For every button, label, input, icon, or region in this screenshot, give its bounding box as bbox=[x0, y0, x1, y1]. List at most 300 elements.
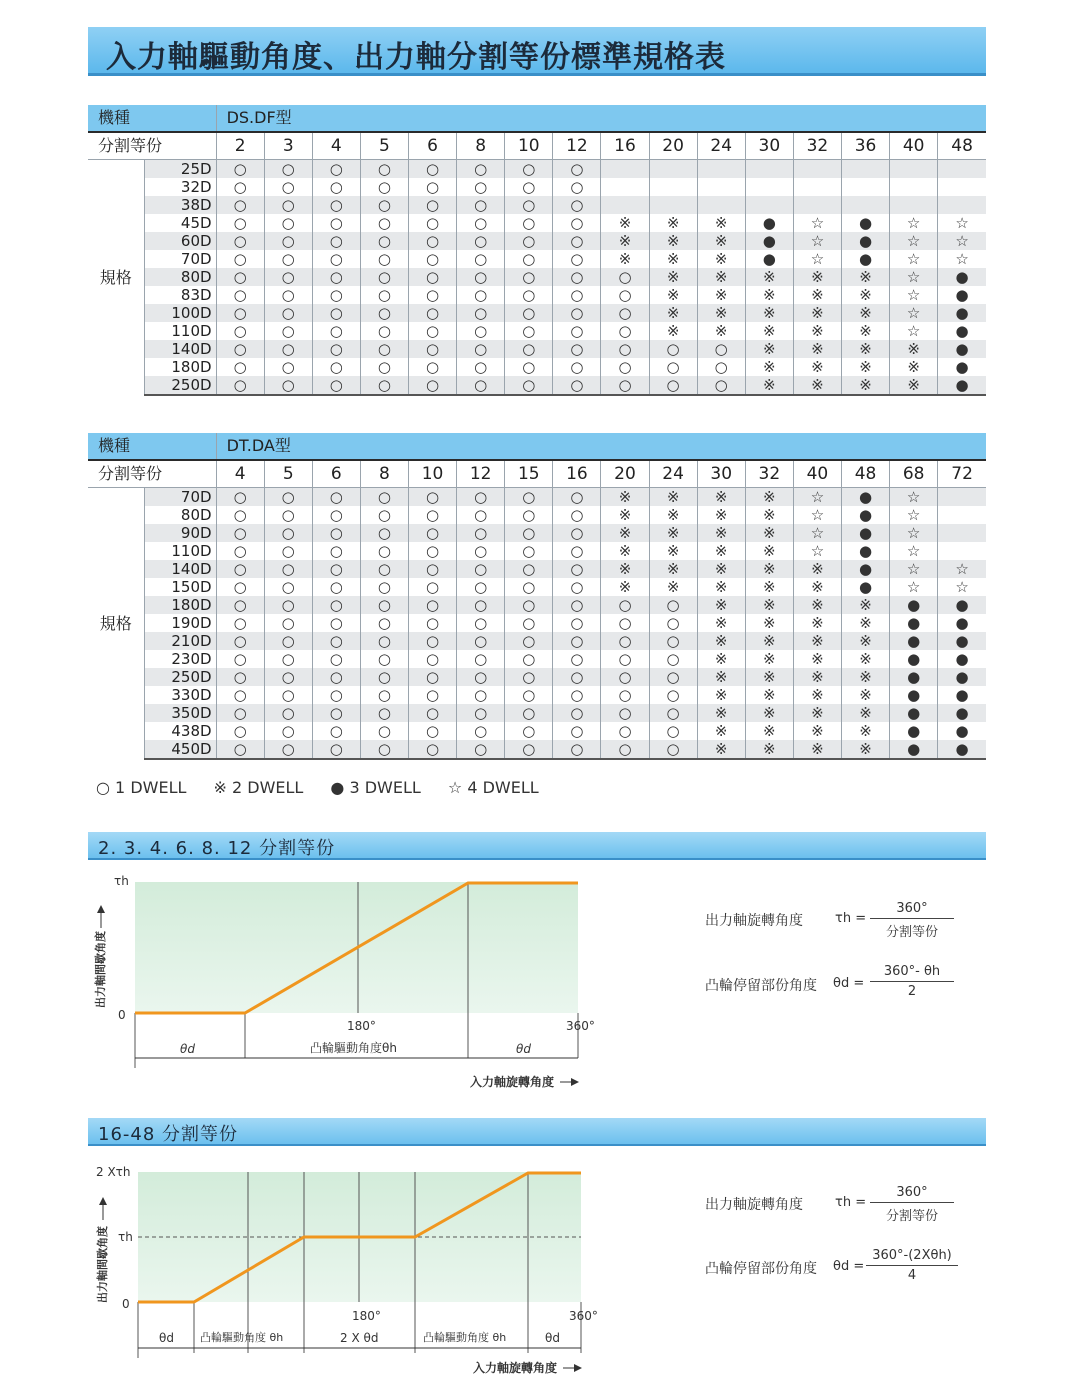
table-row bbox=[88, 596, 986, 614]
dwell-cell: ○ bbox=[457, 488, 505, 507]
dwell-cell: ○ bbox=[457, 196, 505, 214]
dwell-cell: ※ bbox=[793, 740, 841, 759]
division-header: 6 bbox=[312, 460, 360, 488]
division-label: 分割等份 bbox=[88, 460, 216, 488]
size-cell: 80D bbox=[144, 268, 216, 286]
table-row bbox=[88, 704, 986, 722]
division-header: 30 bbox=[697, 460, 745, 488]
dwell-cell: ※ bbox=[697, 650, 745, 668]
division-header: 40 bbox=[890, 132, 938, 160]
dwell-cell: ○ bbox=[216, 614, 264, 632]
division-header: 4 bbox=[312, 132, 360, 160]
dwell-cell: ○ bbox=[264, 740, 312, 759]
size-cell: 438D bbox=[144, 722, 216, 740]
dwell-cell bbox=[841, 160, 889, 179]
dwell-cell: ○ bbox=[505, 376, 553, 395]
table-header-divisions bbox=[88, 132, 986, 160]
dwell-cell: ※ bbox=[793, 578, 841, 596]
dwell-cell: ○ bbox=[457, 614, 505, 632]
division-header: 10 bbox=[505, 132, 553, 160]
dwell-cell: ○ bbox=[216, 488, 264, 507]
dwell-cell bbox=[890, 160, 938, 179]
dwell-cell: ● bbox=[841, 542, 889, 560]
s2-f1-label: 出力軸旋轉角度 bbox=[705, 1197, 803, 1213]
dwell-cell: ※ bbox=[745, 524, 793, 542]
dwell-cell: ※ bbox=[697, 722, 745, 740]
seg-right-label: θd bbox=[516, 1042, 531, 1056]
dwell-cell: ※ bbox=[697, 286, 745, 304]
division-header: 16 bbox=[601, 132, 649, 160]
dwell-cell: ○ bbox=[360, 286, 408, 304]
dwell-cell: ※ bbox=[793, 322, 841, 340]
dwell-cell: ● bbox=[890, 740, 938, 759]
dwell-cell: ○ bbox=[312, 524, 360, 542]
dwell-cell: ○ bbox=[312, 322, 360, 340]
dwell-cell: ○ bbox=[264, 686, 312, 704]
dwell-cell: ※ bbox=[649, 488, 697, 507]
dwell-cell: ○ bbox=[216, 740, 264, 759]
dwell-cell: ○ bbox=[216, 214, 264, 232]
dwell-cell: ※ bbox=[890, 358, 938, 376]
dwell-cell: ○ bbox=[505, 650, 553, 668]
s1-f2-den: 2 bbox=[907, 984, 917, 999]
dwell-cell: ※ bbox=[793, 614, 841, 632]
s1-f2-fraction bbox=[870, 964, 954, 999]
y-zero-label: 0 bbox=[122, 1297, 130, 1311]
dwell-cell: ○ bbox=[505, 704, 553, 722]
dwell-cell: ○ bbox=[601, 322, 649, 340]
table-row bbox=[88, 632, 986, 650]
dwell-cell: ○ bbox=[360, 268, 408, 286]
dwell-cell: ○ bbox=[360, 506, 408, 524]
dwell-cell: ※ bbox=[745, 632, 793, 650]
seg4-label: 凸輪驅動角度 θh bbox=[423, 1331, 507, 1344]
dwell-cell: ○ bbox=[553, 488, 601, 507]
division-header: 10 bbox=[409, 460, 457, 488]
dwell-cell: ○ bbox=[216, 704, 264, 722]
dwell-cell: ○ bbox=[553, 722, 601, 740]
dwell-cell: ○ bbox=[360, 704, 408, 722]
dwell-cell: ☆ bbox=[890, 542, 938, 560]
dwell-cell: ○ bbox=[505, 340, 553, 358]
table-row bbox=[88, 668, 986, 686]
seg-left-label: θd bbox=[180, 1042, 195, 1056]
dwell-cell: ○ bbox=[505, 596, 553, 614]
dwell-cell: ○ bbox=[505, 160, 553, 179]
dwell-cell: ● bbox=[841, 232, 889, 250]
dwell-cell: ☆ bbox=[793, 542, 841, 560]
dwell-cell: ☆ bbox=[890, 214, 938, 232]
dwell-cell: ○ bbox=[553, 268, 601, 286]
dwell-cell: ※ bbox=[649, 560, 697, 578]
dwell-cell bbox=[697, 196, 745, 214]
dwell-cell: ※ bbox=[793, 304, 841, 322]
dwell-cell: ○ bbox=[312, 160, 360, 179]
dwell-cell: ● bbox=[938, 632, 986, 650]
dwell-cell: ○ bbox=[264, 650, 312, 668]
dwell-cell: ○ bbox=[505, 506, 553, 524]
dwell-cell: ○ bbox=[409, 340, 457, 358]
dwell-cell: ☆ bbox=[938, 578, 986, 596]
dwell-cell: ○ bbox=[312, 196, 360, 214]
dwell-cell: ○ bbox=[264, 632, 312, 650]
dwell-cell: ○ bbox=[216, 668, 264, 686]
dwell-cell: ○ bbox=[553, 196, 601, 214]
dwell-cell: ○ bbox=[409, 214, 457, 232]
dwell-cell: ○ bbox=[457, 650, 505, 668]
dwell-cell: ○ bbox=[553, 232, 601, 250]
size-cell: 230D bbox=[144, 650, 216, 668]
dwell-cell: ○ bbox=[505, 196, 553, 214]
division-header: 6 bbox=[409, 132, 457, 160]
dwell-cell: ○ bbox=[649, 376, 697, 395]
dwell-cell: ※ bbox=[697, 614, 745, 632]
dwell-cell: ○ bbox=[409, 232, 457, 250]
dwell-cell: ○ bbox=[553, 650, 601, 668]
dwell-cell: ○ bbox=[409, 196, 457, 214]
division-header: 68 bbox=[890, 460, 938, 488]
dwell-cell: ○ bbox=[505, 178, 553, 196]
dwell-cell: ○ bbox=[312, 340, 360, 358]
dwell-cell: ○ bbox=[409, 524, 457, 542]
dwell-cell: ● bbox=[938, 304, 986, 322]
dwell-cell bbox=[697, 178, 745, 196]
dwell-cell: ※ bbox=[841, 614, 889, 632]
dwell-cell: ○ bbox=[601, 358, 649, 376]
size-cell: 450D bbox=[144, 740, 216, 759]
dwell-cell: ※ bbox=[841, 286, 889, 304]
dwell-cell: ※ bbox=[841, 358, 889, 376]
dwell-cell: ● bbox=[890, 704, 938, 722]
s2-f1-den: 分割等份 bbox=[885, 1209, 938, 1224]
dwell-cell: ○ bbox=[409, 740, 457, 759]
dwell-cell: ● bbox=[938, 376, 986, 395]
seg3-label: 2 X θd bbox=[340, 1331, 379, 1345]
dwell-cell: ○ bbox=[216, 376, 264, 395]
dwell-cell: ○ bbox=[601, 722, 649, 740]
dwell-cell: ○ bbox=[312, 304, 360, 322]
dwell-cell: ○ bbox=[649, 650, 697, 668]
dwell-cell: ● bbox=[938, 650, 986, 668]
division-header: 48 bbox=[841, 460, 889, 488]
size-cell: 140D bbox=[144, 560, 216, 578]
dwell-cell: ※ bbox=[649, 268, 697, 286]
dwell-cell: ※ bbox=[649, 542, 697, 560]
dwell-cell: ○ bbox=[360, 250, 408, 268]
dwell-cell: ○ bbox=[409, 488, 457, 507]
dwell-cell: ※ bbox=[697, 304, 745, 322]
size-cell: 250D bbox=[144, 376, 216, 395]
table-row bbox=[88, 178, 986, 196]
dwell-cell: ○ bbox=[697, 376, 745, 395]
dwell-cell: ※ bbox=[745, 596, 793, 614]
dwell-cell: ○ bbox=[649, 740, 697, 759]
dwell-cell: ○ bbox=[409, 578, 457, 596]
dwell-cell: ○ bbox=[457, 178, 505, 196]
dwell-cell: ○ bbox=[553, 524, 601, 542]
dwell-cell: ○ bbox=[360, 650, 408, 668]
dwell-cell bbox=[745, 178, 793, 196]
dwell-cell: ○ bbox=[312, 650, 360, 668]
dwell-cell: ○ bbox=[409, 668, 457, 686]
dwell-cell bbox=[938, 196, 986, 214]
dwell-cell: ☆ bbox=[890, 506, 938, 524]
dwell-cell: ○ bbox=[553, 614, 601, 632]
dwell-cell: ※ bbox=[841, 596, 889, 614]
dwell-cell bbox=[745, 196, 793, 214]
dwell-cell: ☆ bbox=[793, 524, 841, 542]
division-header: 16 bbox=[553, 460, 601, 488]
dwell-cell: ☆ bbox=[793, 232, 841, 250]
size-cell: 90D bbox=[144, 524, 216, 542]
dwell-cell bbox=[601, 196, 649, 214]
dwell-cell: ○ bbox=[505, 722, 553, 740]
dwell-cell: ○ bbox=[216, 304, 264, 322]
seg5-label: θd bbox=[545, 1331, 560, 1345]
dwell-cell: ○ bbox=[553, 596, 601, 614]
section-2-diagram bbox=[88, 1158, 608, 1388]
dwell-cell: ○ bbox=[360, 542, 408, 560]
dwell-cell: ☆ bbox=[890, 232, 938, 250]
dwell-cell: ※ bbox=[697, 214, 745, 232]
dwell-cell: ○ bbox=[312, 596, 360, 614]
division-header: 24 bbox=[649, 460, 697, 488]
table-row bbox=[88, 286, 986, 304]
division-header: 8 bbox=[457, 132, 505, 160]
dwell-cell: ○ bbox=[264, 160, 312, 179]
table-row bbox=[88, 488, 986, 507]
dwell-cell bbox=[793, 196, 841, 214]
table-header-model bbox=[88, 433, 986, 460]
dwell-cell: ○ bbox=[409, 322, 457, 340]
size-cell: 60D bbox=[144, 232, 216, 250]
dwell-cell: ● bbox=[938, 322, 986, 340]
dwell-cell: ○ bbox=[505, 268, 553, 286]
division-header: 12 bbox=[457, 460, 505, 488]
division-header: 5 bbox=[264, 460, 312, 488]
dwell-cell: ○ bbox=[601, 614, 649, 632]
dwell-cell bbox=[938, 488, 986, 507]
dwell-cell: ○ bbox=[601, 704, 649, 722]
table-row bbox=[88, 740, 986, 759]
dwell-cell: ※ bbox=[601, 506, 649, 524]
s1-f2-num: 360°- θh bbox=[870, 964, 954, 982]
dwell-cell: ※ bbox=[601, 560, 649, 578]
dwell-cell: ※ bbox=[841, 376, 889, 395]
dwell-cell: ○ bbox=[216, 268, 264, 286]
dwell-cell: ○ bbox=[601, 304, 649, 322]
dwell-cell: ○ bbox=[505, 214, 553, 232]
dwell-cell: ○ bbox=[649, 668, 697, 686]
dwell-cell: ○ bbox=[312, 668, 360, 686]
dwell-cell: ● bbox=[841, 560, 889, 578]
table-row bbox=[88, 560, 986, 578]
dwell-cell: ※ bbox=[649, 506, 697, 524]
dwell-cell: ○ bbox=[409, 560, 457, 578]
dwell-cell: ○ bbox=[409, 542, 457, 560]
model-label: 機種 bbox=[88, 105, 216, 132]
dwell-cell: ※ bbox=[841, 304, 889, 322]
y-axis-title: 出力軸間歇角度 bbox=[94, 931, 107, 1008]
dwell-cell: ● bbox=[938, 614, 986, 632]
dwell-cell: ※ bbox=[601, 232, 649, 250]
dwell-cell: ● bbox=[745, 232, 793, 250]
dwell-cell: ※ bbox=[745, 704, 793, 722]
dwell-cell: ※ bbox=[745, 358, 793, 376]
dwell-cell: ○ bbox=[264, 340, 312, 358]
dwell-cell: ○ bbox=[312, 506, 360, 524]
dwell-cell: ○ bbox=[505, 524, 553, 542]
dwell-cell: ☆ bbox=[890, 322, 938, 340]
dwell-cell: ○ bbox=[505, 740, 553, 759]
s2-f1-num: 360° bbox=[870, 1185, 954, 1203]
dwell-cell: ※ bbox=[890, 340, 938, 358]
dwell-cell: ○ bbox=[216, 686, 264, 704]
dwell-cell: ○ bbox=[457, 358, 505, 376]
dwell-cell: ○ bbox=[601, 596, 649, 614]
dwell-cell: ☆ bbox=[890, 268, 938, 286]
dwell-cell: ○ bbox=[312, 286, 360, 304]
dwell-cell: ○ bbox=[216, 722, 264, 740]
dwell-cell: ○ bbox=[216, 286, 264, 304]
dwell-cell: ● bbox=[890, 722, 938, 740]
dwell-cell: ○ bbox=[505, 686, 553, 704]
dwell-cell: ○ bbox=[601, 650, 649, 668]
s1-f1-var: τh = bbox=[835, 911, 867, 926]
s2-f2-den: 4 bbox=[907, 1268, 917, 1283]
dwell-cell: ○ bbox=[264, 322, 312, 340]
dwell-cell: ○ bbox=[553, 160, 601, 179]
dwell-cell: ○ bbox=[312, 632, 360, 650]
dwell-cell: ○ bbox=[216, 524, 264, 542]
dwell-cell: ○ bbox=[312, 560, 360, 578]
dwell-cell: ● bbox=[938, 268, 986, 286]
dwell-cell bbox=[938, 160, 986, 179]
size-cell: 180D bbox=[144, 596, 216, 614]
dwell-cell: ○ bbox=[360, 358, 408, 376]
division-header: 24 bbox=[697, 132, 745, 160]
page-title-bar bbox=[88, 27, 986, 76]
dwell-cell: ○ bbox=[553, 250, 601, 268]
dwell-cell: ※ bbox=[649, 286, 697, 304]
dwell-cell: ○ bbox=[360, 340, 408, 358]
dwell-cell: ○ bbox=[505, 614, 553, 632]
dwell-cell: ※ bbox=[793, 722, 841, 740]
dwell-cell: ※ bbox=[841, 704, 889, 722]
dwell-cell: ○ bbox=[649, 686, 697, 704]
division-header: 30 bbox=[745, 132, 793, 160]
dwell-cell: ☆ bbox=[938, 560, 986, 578]
dwell-cell: ○ bbox=[649, 614, 697, 632]
division-header: 2 bbox=[216, 132, 264, 160]
division-header: 8 bbox=[360, 460, 408, 488]
dwell-cell: ● bbox=[938, 358, 986, 376]
y-mid-label: τh bbox=[118, 1230, 133, 1244]
dwell-cell: ○ bbox=[553, 578, 601, 596]
dwell-cell: ○ bbox=[312, 740, 360, 759]
dwell-cell: ※ bbox=[745, 578, 793, 596]
dwell-cell: ※ bbox=[745, 722, 793, 740]
dwell-cell: ○ bbox=[216, 322, 264, 340]
x-180-label: 180° bbox=[352, 1309, 381, 1323]
dwell-cell: ○ bbox=[505, 488, 553, 507]
division-header: 48 bbox=[938, 132, 986, 160]
dwell-cell bbox=[890, 178, 938, 196]
dwell-cell: ○ bbox=[649, 704, 697, 722]
division-header: 20 bbox=[601, 460, 649, 488]
dwell-cell: ☆ bbox=[890, 578, 938, 596]
dwell-cell: ○ bbox=[457, 304, 505, 322]
division-header: 20 bbox=[649, 132, 697, 160]
dwell-cell: ○ bbox=[312, 376, 360, 395]
dwell-cell bbox=[938, 506, 986, 524]
dwell-cell: ○ bbox=[457, 686, 505, 704]
table-row bbox=[88, 650, 986, 668]
dwell-cell: ○ bbox=[312, 358, 360, 376]
dwell-cell bbox=[841, 196, 889, 214]
dwell-cell: ○ bbox=[505, 668, 553, 686]
size-cell: 190D bbox=[144, 614, 216, 632]
dwell-cell: ○ bbox=[360, 740, 408, 759]
dwell-cell: ○ bbox=[216, 560, 264, 578]
dwell-cell: ○ bbox=[360, 560, 408, 578]
size-cell: 150D bbox=[144, 578, 216, 596]
dwell-cell: ※ bbox=[745, 376, 793, 395]
dwell-cell: ○ bbox=[457, 160, 505, 179]
dwell-cell: ※ bbox=[745, 304, 793, 322]
dwell-cell bbox=[601, 160, 649, 179]
dwell-cell: ※ bbox=[793, 358, 841, 376]
dwell-cell: ○ bbox=[457, 578, 505, 596]
dwell-cell: ※ bbox=[793, 268, 841, 286]
dwell-cell: ※ bbox=[649, 304, 697, 322]
dwell-cell: ○ bbox=[457, 524, 505, 542]
dwell-cell: ○ bbox=[264, 268, 312, 286]
division-header: 36 bbox=[841, 132, 889, 160]
dwell-cell: ○ bbox=[505, 322, 553, 340]
dwell-cell: ※ bbox=[697, 542, 745, 560]
dwell-cell bbox=[649, 196, 697, 214]
dwell-cell: ☆ bbox=[890, 250, 938, 268]
dwell-cell: ○ bbox=[457, 340, 505, 358]
dwell-cell: ☆ bbox=[793, 488, 841, 507]
dwell-cell: ○ bbox=[360, 614, 408, 632]
dwell-cell bbox=[890, 196, 938, 214]
dwell-cell: ○ bbox=[216, 340, 264, 358]
section-2-header bbox=[88, 1118, 986, 1146]
dwell-cell: ○ bbox=[360, 304, 408, 322]
table-row bbox=[88, 578, 986, 596]
dwell-cell: ○ bbox=[649, 722, 697, 740]
dwell-cell: ● bbox=[841, 488, 889, 507]
dwell-cell: ○ bbox=[312, 250, 360, 268]
dwell-cell: ○ bbox=[264, 560, 312, 578]
dwell-cell: ● bbox=[938, 704, 986, 722]
dwell-cell: ○ bbox=[505, 578, 553, 596]
dwell-cell: ○ bbox=[312, 214, 360, 232]
s1-f1-den: 分割等份 bbox=[885, 925, 938, 940]
dwell-cell: ○ bbox=[360, 632, 408, 650]
dwell-cell: ○ bbox=[264, 232, 312, 250]
dwell-cell bbox=[793, 160, 841, 179]
dwell-cell: ● bbox=[938, 722, 986, 740]
dwell-cell: ○ bbox=[216, 232, 264, 250]
y-top-label: τh bbox=[114, 874, 129, 888]
x-180-label: 180° bbox=[347, 1019, 376, 1033]
seg1-label: θd bbox=[159, 1331, 174, 1345]
dwell-cell: ○ bbox=[457, 250, 505, 268]
dwell-cell bbox=[938, 178, 986, 196]
